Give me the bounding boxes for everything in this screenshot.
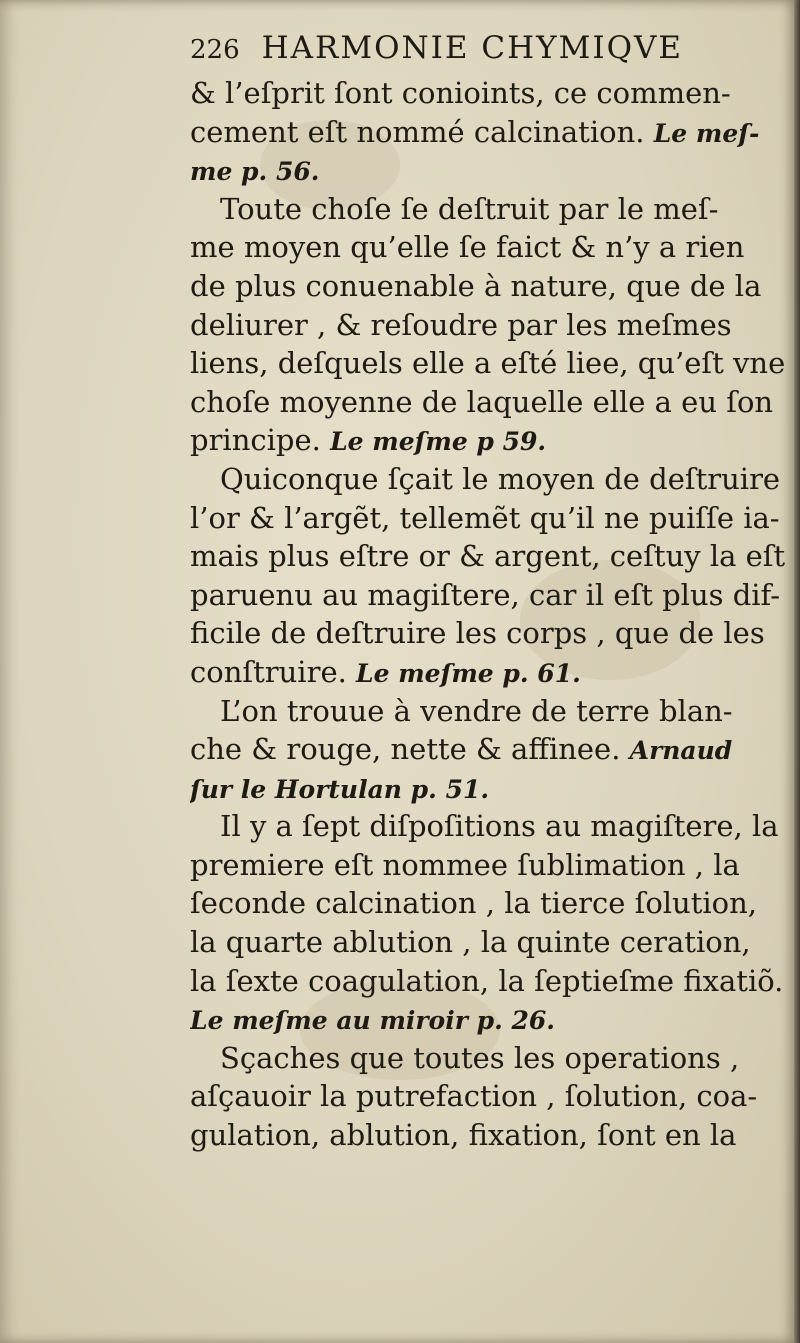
line-text: paruenu au magiſtere, car il eſt plus dif- [190,577,781,612]
running-header [190,30,785,74]
running-title: HARMONIE CHYMIQVE [261,30,684,66]
line-text: Toute choſe ſe deſtruit par le meſ- [220,191,719,226]
source-reference: Le meſme au miroir p. 26. [190,1006,555,1036]
line-text: conſtruire. [190,654,357,689]
text-line [190,1116,785,1155]
text-line [190,1000,785,1039]
line-text: la quarte ablution , la quinte ceration, [190,925,751,960]
line-text: L’on trouue à vendre de terre blan- [220,693,733,728]
source-reference: Arnaud [629,736,733,766]
text-line [190,421,785,460]
line-text: Il y a ſept diſpoſitions au magiſtere, la [220,809,779,844]
text-line [190,1077,785,1116]
text-line [190,692,785,731]
line-text: & l’eſprit ſont conioints, ce commen- [190,76,731,110]
text-line [190,228,785,267]
line-text: che & rouge, nette & affinee. [190,732,630,767]
text-line [190,74,785,113]
line-text: Quiconque ſçait le moyen de deſtruire [220,461,781,496]
page-text [190,30,785,1155]
line-text: de plus conuenable à nature, que de la [190,268,762,303]
text-line [190,499,785,538]
text-line [190,807,785,846]
text-line [190,460,785,499]
source-reference: Le meſme p. 61. [356,658,581,688]
line-text: me moyen qu’elle ſe faict & n’y a rien [190,230,745,265]
line-text: la ſexte coagulation, la ſeptieſme fixatiõ. [190,963,784,998]
line-text: cement eſt nommé calcination. [190,114,654,149]
line-text: gulation, ablution, fixation, ſont en la [190,1118,737,1153]
line-text: liens, deſquels elle a eſté liee, qu’eſt vne [190,346,785,381]
text-line [190,537,785,576]
source-reference: ſur le Hortulan p. 51. [190,774,490,804]
line-text: mais plus eſtre or & argent, ceſtuy la eſt [190,539,785,574]
text-line [190,884,785,923]
text-line [190,344,785,383]
text-line [190,113,785,152]
text-line [190,267,785,306]
text-line [190,923,785,962]
text-line [190,846,785,885]
source-reference: Le meſ- [653,118,760,148]
line-text: ficile de deſtruire les corps , que de les [190,616,765,651]
text-line [190,614,785,653]
line-text: premiere eſt nommee ſublimation , la [190,847,740,882]
text-line [190,653,785,692]
source-reference: Le meſme p 59. [330,427,547,457]
text-line [190,151,785,190]
text-line [190,730,785,769]
line-text: principe. [190,423,331,458]
line-text: aſçauoir la putrefaction , ſolution, coa- [190,1079,758,1114]
line-text: choſe moyenne de laquelle elle a eu ſon [190,384,774,419]
line-text: ſeconde calcination , la tierce ſolution, [190,886,758,921]
text-line [190,306,785,345]
text-line [190,383,785,422]
text-line [190,1039,785,1078]
line-text: Sçaches que toutes les operations , [220,1040,740,1075]
page-number: 226 [190,35,240,65]
text-line [190,190,785,229]
page-edge-shadow [794,0,800,1343]
text-line [190,576,785,615]
text-lines [190,74,785,1155]
text-line [190,769,785,808]
line-text: l’or & l’argẽt, tellemẽt qu’il ne puiſſe ia- [190,500,780,535]
line-text: deliurer , & reſoudre par les meſmes [190,307,732,342]
text-line [190,962,785,1001]
source-reference: me p. 56. [190,157,320,187]
